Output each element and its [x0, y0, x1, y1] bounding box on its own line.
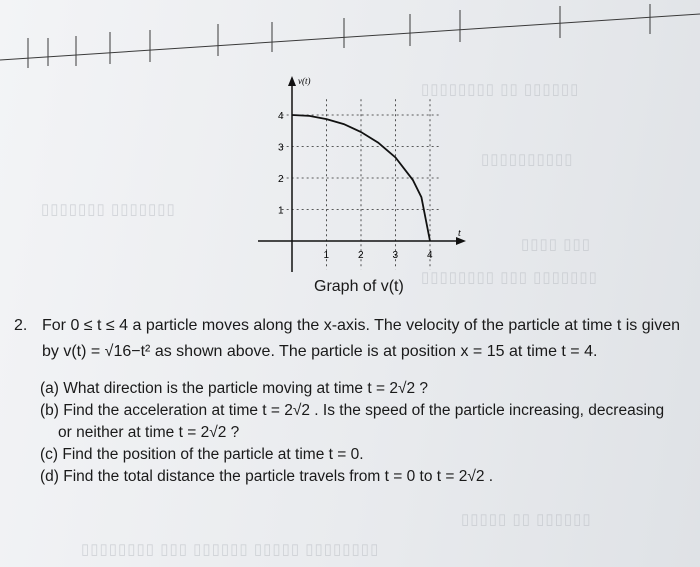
y-tick-label: 3: [278, 142, 284, 154]
part-text: Find the position of the particle at time t = 0.: [62, 446, 364, 463]
x-tick-labels: [324, 250, 434, 261]
bleed-through-text: ▯▯▯▯▯▯ ▯▯ ▯▯▯▯▯: [460, 511, 591, 528]
bleed-through-text: ▯▯▯ ▯▯▯▯: [520, 236, 590, 253]
part-a: [40, 378, 664, 400]
y-tick-label: 1: [278, 205, 284, 217]
graph-caption: Graph of v(t): [314, 278, 404, 295]
problem-line-1: [14, 313, 684, 339]
y-tick-label: 2: [278, 174, 284, 185]
part-text: or neither at time t = 2√2 ?: [58, 424, 240, 441]
part-label: (d): [40, 468, 59, 485]
x-tick-label: 1: [323, 250, 330, 261]
part-text: Find the acceleration at time t = 2√2 . Is the speed of the particle increasing, decreasing: [63, 402, 665, 419]
bleed-through-text: ▯▯▯▯▯▯▯ ▯▯▯ ▯▯▯▯▯▯▯▯: [420, 269, 597, 286]
bleed-through-text: ▯▯▯▯▯▯▯ ▯▯▯▯▯▯▯: [40, 201, 175, 218]
problem-parts: [40, 378, 664, 488]
background-lines: [0, 4, 700, 68]
part-c: [40, 444, 664, 466]
problem-line-2: by v(t) = √16−t² as shown above. The particle is at position x = 15 at time t = 4.: [42, 343, 598, 360]
y-axis-arrow-icon: [288, 76, 296, 86]
part-label: (c): [40, 446, 59, 463]
x-tick-label: 2: [358, 250, 364, 261]
problem-text-1: For 0 ≤ t ≤ 4 a particle moves along the x-axis. The velocity of the particle at time t is given: [42, 317, 680, 334]
x-tick-label: 3: [392, 250, 399, 261]
part-text: Find the total distance the particle travels from t = 0 to t = 2√2 .: [63, 468, 494, 485]
problem-number: 2.: [14, 317, 28, 334]
part-b-continued: [40, 422, 664, 444]
bleed-through-text: ▯▯▯▯▯▯▯▯ ▯▯▯▯▯ ▯▯▯▯▯▯ ▯▯▯ ▯▯▯▯▯▯▯▯: [80, 541, 379, 558]
x-tick-label: 4: [427, 250, 433, 261]
y-tick-label: 4: [278, 111, 284, 122]
bleed-through-text: ▯▯▯▯▯▯ ▯▯ ▯▯▯▯▯▯▯▯: [420, 81, 579, 98]
y-tick-labels: [278, 111, 284, 217]
x-axis-label: t: [458, 228, 461, 239]
bleed-through-text: ▯▯▯▯▯▯▯▯▯▯: [480, 151, 573, 168]
problem-statement: [14, 313, 684, 365]
part-label: (b): [40, 402, 59, 419]
y-axis-label: v(t): [298, 76, 311, 86]
part-text: What direction is the particle moving at time t = 2√2 ?: [63, 380, 429, 397]
part-label: (a): [40, 380, 59, 397]
part-d: [40, 466, 664, 488]
part-b: [40, 400, 664, 422]
